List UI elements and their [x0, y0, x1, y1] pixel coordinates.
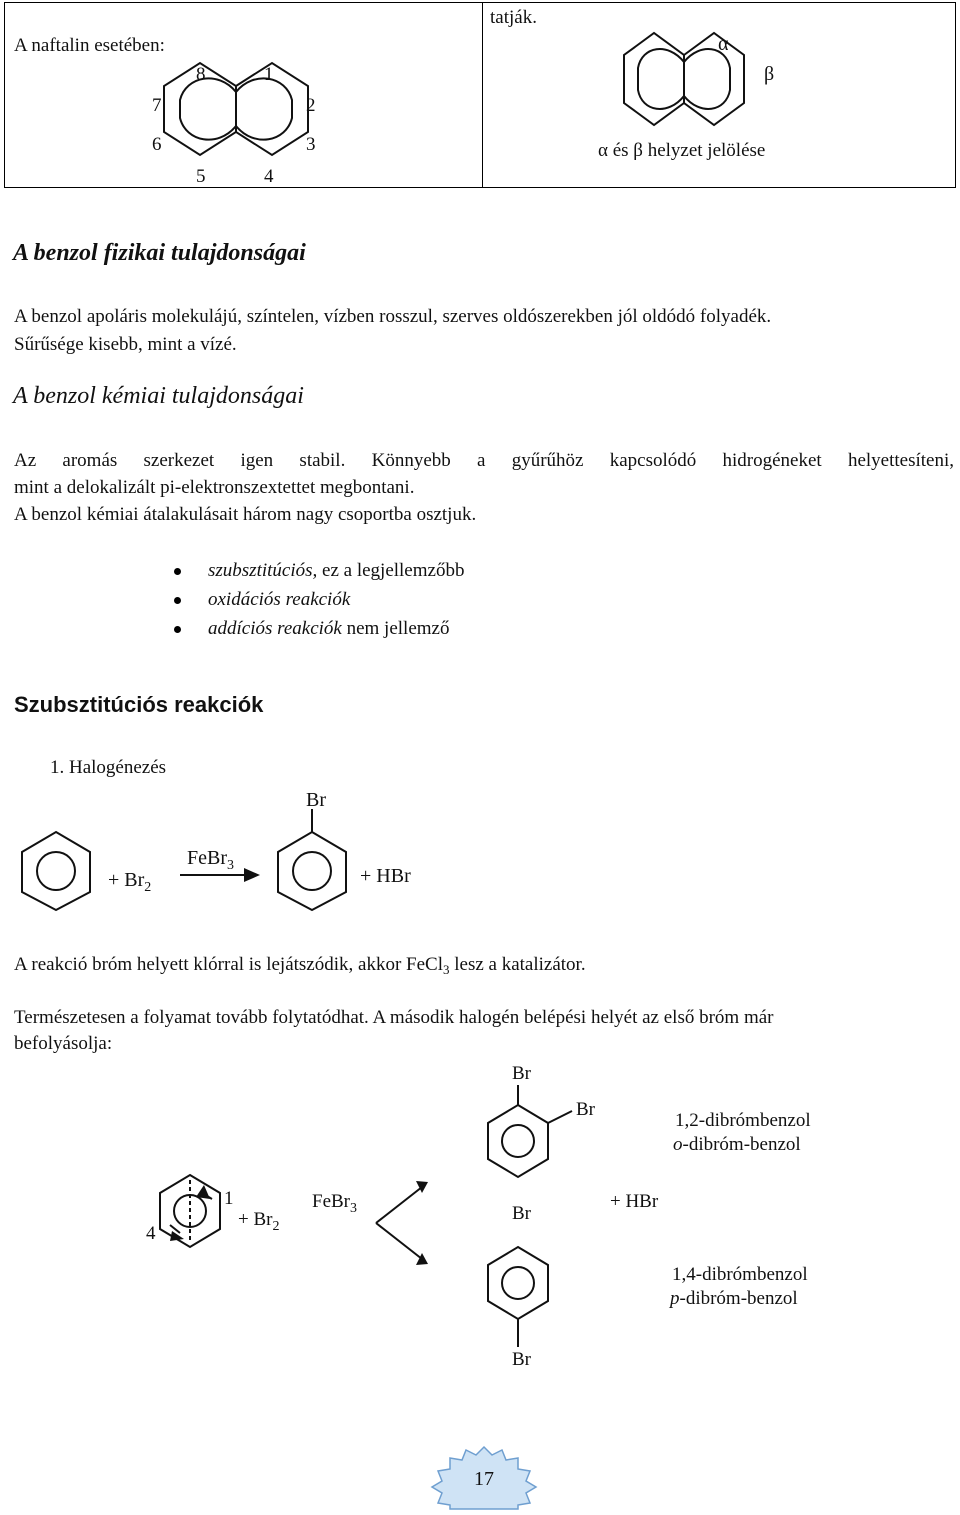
- svg-text:+ Br2: + $Br_2$: [238, 1209, 280, 1234]
- page-number: 17: [474, 1468, 494, 1490]
- catalyst-febr3: FeBr: [187, 847, 227, 869]
- svg-text:p-dibróm-benzol: [668, 1288, 798, 1309]
- para-br-bottom: Br: [512, 1349, 531, 1370]
- second-halogen-line-2: befolyásolja:: [14, 1033, 113, 1054]
- plus-br2: + Br: [108, 869, 145, 891]
- table-top-right-text: tatják.: [490, 7, 537, 28]
- physical-line-1: A benzol apoláris molekulájú, színtelen, vízben rosszul, szerves oldószerekben jól oldódó folyadék.: [14, 306, 772, 327]
- para-name-2: -dibróm-benzol: [679, 1288, 798, 1309]
- chemical-line-3: A benzol kémiai átalakulásait három nagy csoportba osztjuk.: [14, 504, 477, 525]
- position-1-label: 1: [224, 1188, 234, 1209]
- beta-label: β: [764, 63, 775, 85]
- svg-text:FeBr3: FeBr$_3$: [312, 1191, 357, 1216]
- physical-line-2: Sűrűsége kisebb, mint a vízé.: [14, 334, 237, 355]
- halogenation-item: 1. Halogénezés: [50, 757, 167, 778]
- position-3: 3: [306, 134, 316, 155]
- reaction-type-list: [174, 559, 674, 646]
- page-number-badge: [430, 1445, 538, 1511]
- second-halogen-line-1: Természetesen a folyamat tovább folytatódhat. A második halogén belépési helyét az első bróm már: [14, 1007, 774, 1028]
- table-divider: [482, 3, 483, 187]
- position-6: 6: [152, 134, 162, 155]
- position-7: 7: [152, 95, 162, 116]
- ortho-br-top: Br: [512, 1063, 531, 1084]
- section-heading-substitution: Szubsztitúciós reakciók: [14, 692, 264, 717]
- catalyst-note: A reakció bróm helyett klórral is lejátszódik, akkor FeCl$_3$ lesz a katalizátor.: [14, 954, 586, 977]
- naphthalene-structure: [140, 56, 340, 192]
- svg-text:FeBr3: FeBr$_3$: [187, 847, 234, 873]
- section-heading-physical: A benzol fizikai tulajdonságai: [13, 240, 306, 266]
- ortho-br-side: Br: [576, 1099, 595, 1120]
- alpha-beta-caption: α és β helyzet jelölése: [598, 140, 766, 161]
- bromination-reaction: [10, 782, 450, 912]
- list-item: addíciós reakciók nem jellemző: [174, 617, 674, 646]
- para-name-1: 1,4-dibrómbenzol: [672, 1264, 808, 1285]
- naphthalene-alpha-beta-structure: [610, 28, 800, 132]
- position-1: 1: [264, 64, 274, 85]
- position-8: 8: [196, 64, 206, 85]
- svg-text:o-dibróm-benzol: [673, 1134, 801, 1155]
- plus-hbr: + HBr: [360, 865, 411, 887]
- plus-br2-2: + Br: [238, 1209, 273, 1230]
- position-2: 2: [306, 95, 316, 116]
- list-item: szubsztitúciós, ez a legjellemzőbb: [174, 559, 674, 588]
- naphthalene-label: A naftalin esetében:: [14, 35, 165, 56]
- para-prefix: p: [670, 1288, 680, 1309]
- dibromination-reaction: [140, 1055, 960, 1375]
- br-substituent: Br: [306, 789, 326, 811]
- para-br-top: Br: [512, 1203, 531, 1224]
- chemical-line-1: Az aromás szerkezet igen stabil. Könnyebb a gyűrűhöz kapcsolódó hidrogéneket helyettesíteni,: [14, 450, 954, 471]
- bullet-icon: [174, 568, 181, 575]
- ortho-prefix: o: [673, 1134, 683, 1155]
- bullet-icon: [174, 626, 181, 633]
- plus-hbr-2: + HBr: [610, 1191, 659, 1212]
- svg-text:+ Br2: + $Br_2$: [108, 869, 152, 895]
- chemical-line-2: mint a delokalizált pi-elektronszextettet megbontani.: [14, 477, 415, 498]
- alpha-label: α: [718, 33, 729, 55]
- bullet-icon: [174, 597, 181, 604]
- list-item: oxidációs reakciók: [174, 588, 674, 617]
- section-heading-chemical: A benzol kémiai tulajdonságai: [13, 383, 304, 409]
- ortho-name-2: -dibróm-benzol: [682, 1134, 801, 1155]
- catalyst-febr3-2: FeBr: [312, 1191, 350, 1212]
- position-5: 5: [196, 166, 206, 187]
- position-4: 4: [264, 166, 274, 187]
- ortho-name-1: 1,2-dibrómbenzol: [675, 1110, 811, 1131]
- position-4-label: 4: [146, 1223, 156, 1244]
